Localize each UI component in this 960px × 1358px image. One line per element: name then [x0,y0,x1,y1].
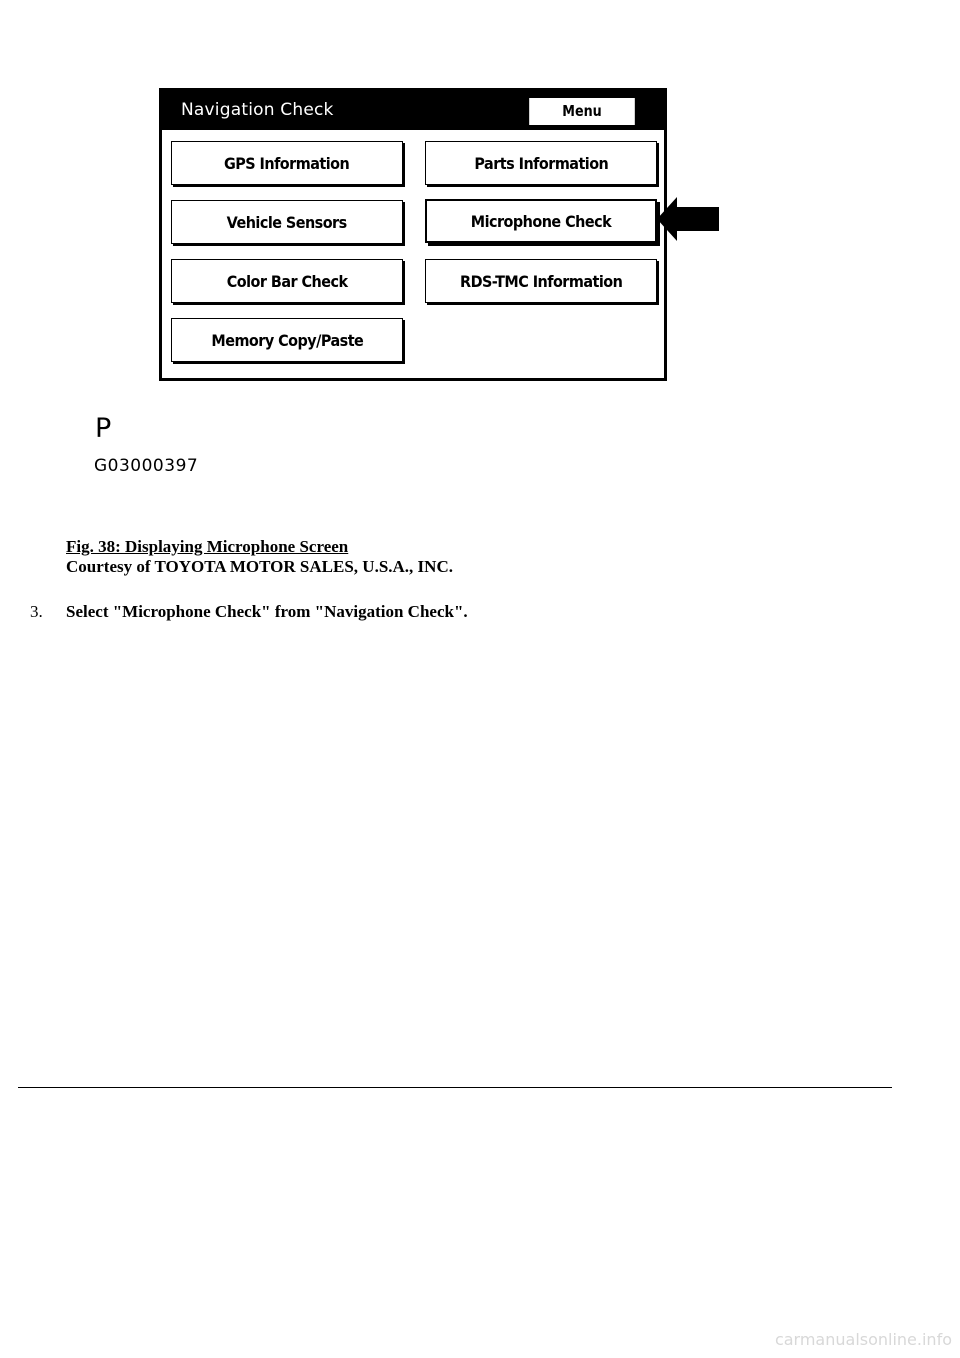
menu-button[interactable]: Menu [529,98,634,125]
figure-caption [66,537,453,577]
memory-copy-paste-label: Memory Copy/Paste [211,330,363,350]
step-text: Select "Microphone Check" from "Navigation Check". [66,602,468,621]
gps-information-label: GPS Information [224,153,350,173]
figure-illustration [0,0,960,500]
screen-header [159,88,667,130]
pointer-arrow-icon [655,195,721,243]
screen-title: Navigation Check [181,100,334,120]
microphone-check-button[interactable] [425,199,657,243]
gps-information-button[interactable] [171,141,403,185]
color-bar-check-button[interactable] [171,259,403,303]
navigation-check-screen [159,88,667,381]
parts-information-button[interactable] [425,141,657,185]
parts-information-label: Parts Information [474,153,608,173]
microphone-check-label: Microphone Check [470,211,612,231]
figure-title-link[interactable]: Fig. 38: Displaying Microphone Screen [66,537,349,556]
step-number: 3. [30,602,43,621]
figure-corner-letter: P [95,413,112,444]
figure-courtesy: Courtesy of TOYOTA MOTOR SALES, U.S.A., INC. [66,557,453,576]
rds-tmc-information-button[interactable] [425,259,657,303]
watermark: carmanualsonline.info [774,1330,952,1349]
screen-button-grid [162,130,664,378]
procedure-step [30,602,468,622]
memory-copy-paste-button[interactable] [171,318,403,362]
vehicle-sensors-button[interactable] [171,200,403,244]
color-bar-check-label: Color Bar Check [226,271,348,291]
footer-divider [18,1087,892,1088]
figure-code: G03000397 [94,456,199,476]
vehicle-sensors-label: Vehicle Sensors [226,212,347,232]
rds-tmc-information-label: RDS-TMC Information [459,271,623,291]
